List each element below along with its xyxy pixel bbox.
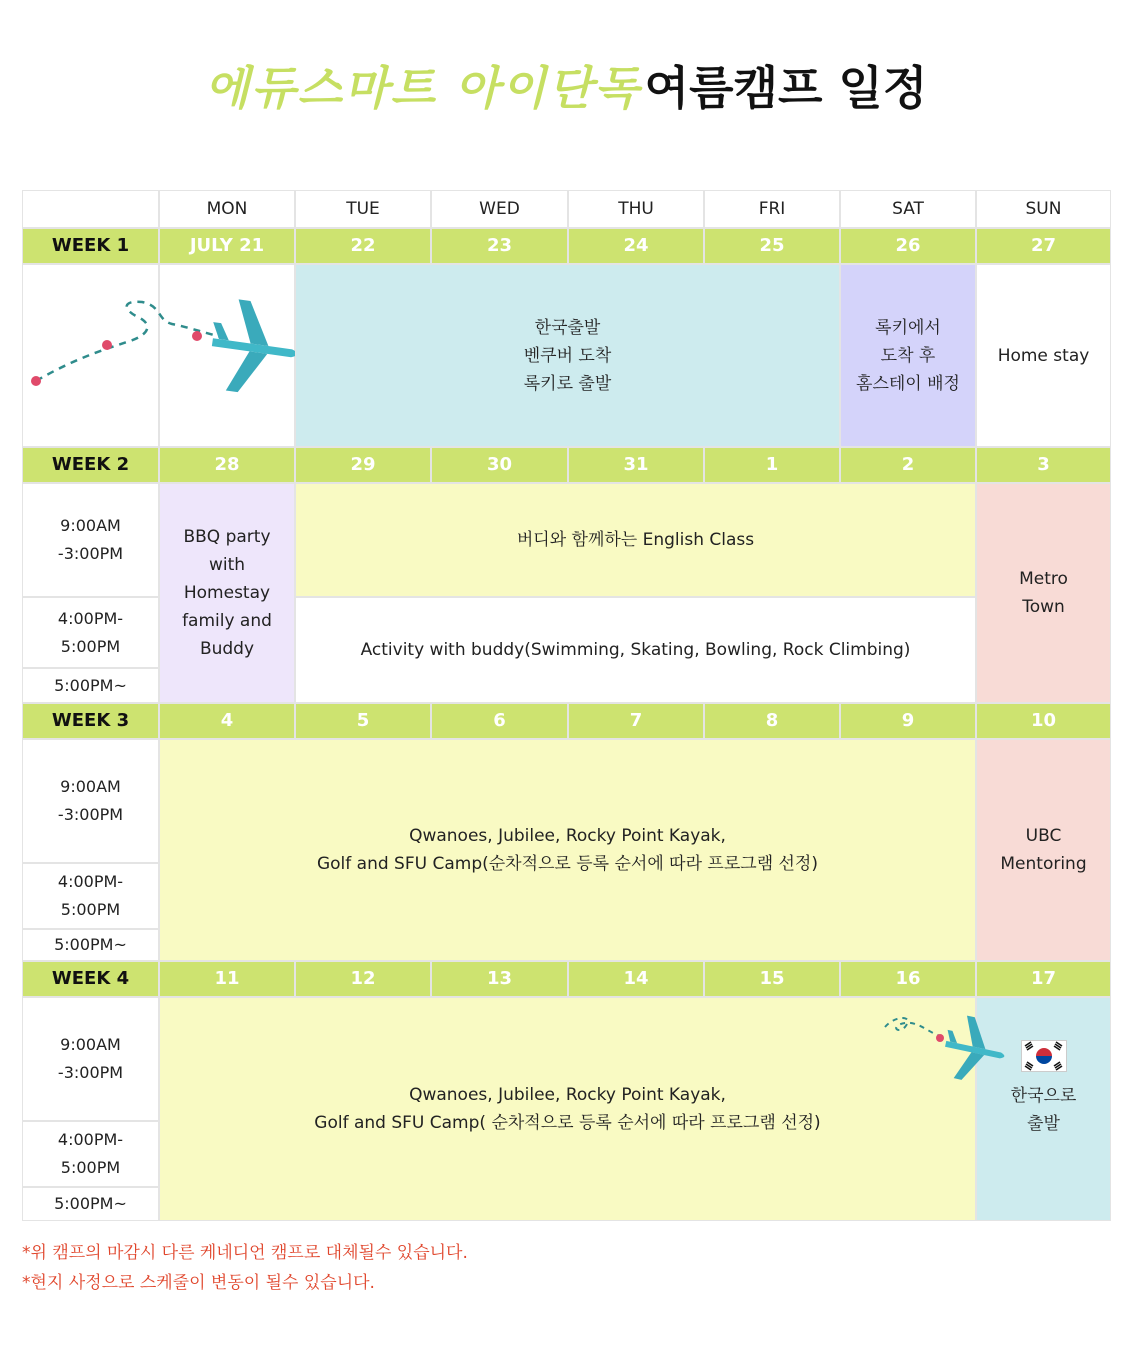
event-rocky-homestay: 록키에서 도착 후 홈스테이 배정 — [840, 264, 976, 447]
date-cell: 8 — [704, 703, 840, 739]
brand-title: 에듀스마트 아이단독 — [204, 61, 641, 115]
date-cell: 2 — [840, 447, 976, 483]
page-title — [0, 52, 1132, 118]
airplane-return-icon — [875, 1005, 1010, 1080]
korea-flag-icon — [1021, 1040, 1067, 1072]
week-label: WEEK 4 — [22, 961, 159, 997]
day-fri: FRI — [704, 190, 840, 228]
date-cell: 17 — [976, 961, 1111, 997]
time-slot-morning: 9:00AM -3:00PM — [22, 997, 159, 1121]
date-cell: 15 — [704, 961, 840, 997]
week-label: WEEK 3 — [22, 703, 159, 739]
time-slot-evening: 5:00PM~ — [22, 929, 159, 961]
date-cell: 12 — [295, 961, 431, 997]
week-label: WEEK 1 — [22, 228, 159, 264]
event-return-korea: 한국으로 출발 — [1010, 1086, 1077, 1134]
date-cell: 14 — [568, 961, 704, 997]
day-tue: TUE — [295, 190, 431, 228]
time-slot-afternoon: 4:00PM- 5:00PM — [22, 863, 159, 929]
time-slot-evening: 5:00PM~ — [22, 1187, 159, 1221]
date-cell: 25 — [704, 228, 840, 264]
event-bbq-party: BBQ party with Homestay family and Buddy — [159, 483, 295, 703]
event-metro-town: Metro Town — [976, 483, 1111, 703]
date-cell: 6 — [431, 703, 568, 739]
date-cell: 31 — [568, 447, 704, 483]
event-english-class: 버디와 함께하는 English Class — [295, 483, 976, 597]
day-sun: SUN — [976, 190, 1111, 228]
header-corner — [22, 190, 159, 228]
event-activity-buddy: Activity with buddy(Swimming, Skating, Bowling, Rock Climbing) — [295, 597, 976, 703]
event-homestay: Home stay — [976, 264, 1111, 447]
time-slot-morning: 9:00AM -3:00PM — [22, 739, 159, 863]
date-cell: 4 — [159, 703, 295, 739]
date-cell: 29 — [295, 447, 431, 483]
date-cell: JULY 21 — [159, 228, 295, 264]
day-wed: WED — [431, 190, 568, 228]
event-ubc-mentoring: UBC Mentoring — [976, 739, 1111, 961]
date-cell: 13 — [431, 961, 568, 997]
date-cell: 5 — [295, 703, 431, 739]
week-label: WEEK 2 — [22, 447, 159, 483]
day-sat: SAT — [840, 190, 976, 228]
event-camp-week4: Qwanoes, Jubilee, Rocky Point Kayak, Golf and SFU Camp( 순차적으로 등록 순서에 따라 프로그램 선정) — [159, 997, 976, 1221]
date-cell: 11 — [159, 961, 295, 997]
airplane-flight-icon — [22, 290, 302, 400]
date-cell: 23 — [431, 228, 568, 264]
date-cell: 9 — [840, 703, 976, 739]
day-mon: MON — [159, 190, 295, 228]
date-cell: 28 — [159, 447, 295, 483]
date-cell: 26 — [840, 228, 976, 264]
footnote: *위 캠프의 마감시 다른 케네디언 캠프로 대체될수 있습니다. — [22, 1243, 468, 1263]
date-cell: 16 — [840, 961, 976, 997]
event-depart: 한국출발 벤쿠버 도착 록키로 출발 — [295, 264, 840, 447]
date-cell: 1 — [704, 447, 840, 483]
main-title: 여름캠프 일정 — [644, 61, 928, 115]
date-cell: 10 — [976, 703, 1111, 739]
time-slot-evening: 5:00PM~ — [22, 668, 159, 703]
date-cell: 3 — [976, 447, 1111, 483]
time-slot-morning: 9:00AM -3:00PM — [22, 483, 159, 597]
footnote: *현지 사정으로 스케줄이 변동이 될수 있습니다. — [22, 1273, 375, 1293]
day-thu: THU — [568, 190, 704, 228]
footnotes — [22, 1238, 468, 1298]
time-slot-afternoon: 4:00PM- 5:00PM — [22, 597, 159, 668]
date-cell: 24 — [568, 228, 704, 264]
time-slot-afternoon: 4:00PM- 5:00PM — [22, 1121, 159, 1187]
event-camp-week3: Qwanoes, Jubilee, Rocky Point Kayak, Golf and SFU Camp(순차적으로 등록 순서에 따라 프로그램 선정) — [159, 739, 976, 961]
date-cell: 27 — [976, 228, 1111, 264]
date-cell: 7 — [568, 703, 704, 739]
date-cell: 30 — [431, 447, 568, 483]
date-cell: 22 — [295, 228, 431, 264]
